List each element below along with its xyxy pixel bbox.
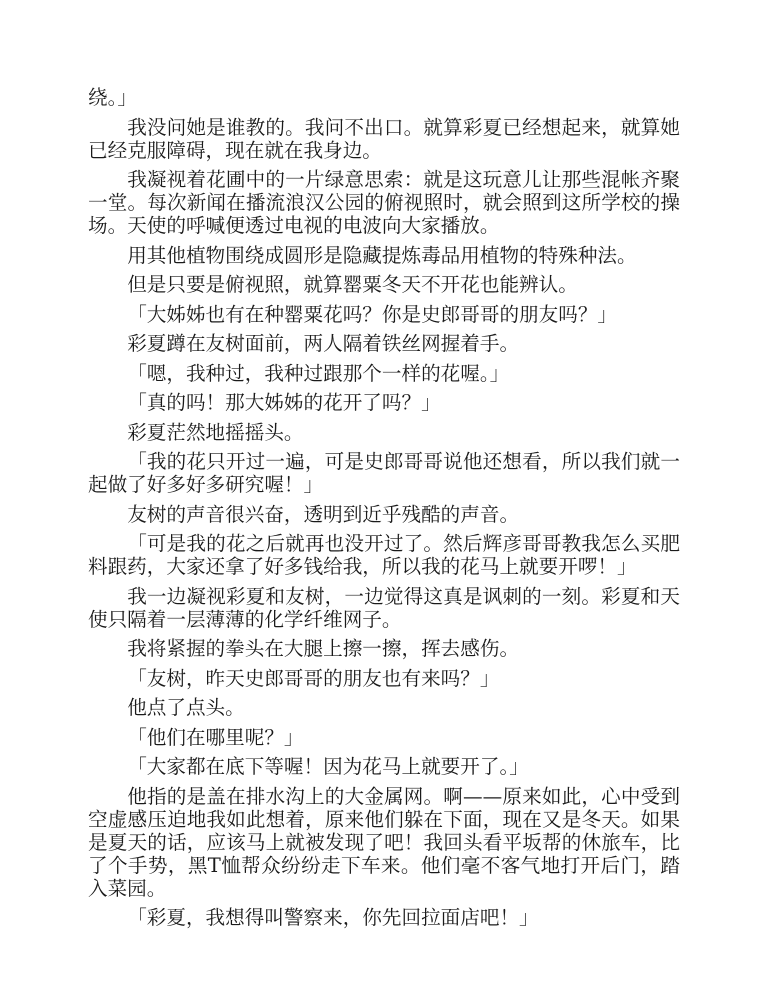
paragraph: 绕。」 [88,86,137,109]
paragraph: 我没问她是谁教的。我问不出口。就算彩夏已经想起来，就算她已经克服障碍，现在就在我身边。 [88,115,680,162]
paragraph: 他指的是盖在排水沟上的大金属网。啊——原来如此，心中受到空虚感压迫地我如此想着，原来他们躲在下面，现在又是冬天。如果是夏天的话，应该马上就被发现了吧！我回头看平坂帮的休旅车，比了个手势，黑T恤帮众纷纷走下车来。他们毫不客气地打开后门，踏入菜园。 [88,784,680,900]
dialogue-paragraph: 「他们在哪里呢？」 [127,725,304,749]
dialogue-paragraph: 「我的花只开过一遍，可是史郎哥哥说他还想看，所以我们就一起做了好多好多研究喔！」 [88,450,680,496]
dialogue-paragraph: 「大家都在底下等喔！因为花马上就要开了。」 [127,755,529,778]
dialogue-paragraph: 「真的吗！那大姊姊的花开了吗？」 [127,391,441,414]
paragraph: 彩夏茫然地摇摇头。 [127,420,304,444]
dialogue-paragraph: 「友树，昨天史郎哥哥的朋友也有来吗？」 [127,666,500,690]
paragraph: 他点了点头。 [127,696,245,719]
paragraph: 用其他植物围绕成圆形是隐藏提炼毒品用植物的特殊种法。 [127,243,637,267]
dialogue-paragraph: 「可是我的花之后就再也没开过了。然后辉彦哥哥教我怎么买肥料跟药，大家还拿了好多钱给我，所以我的花马上就要开啰！」 [88,532,680,578]
paragraph: 我将紧握的拳头在大腿上擦一擦，挥去感伤。 [127,637,520,660]
paragraph: 我一边凝视彩夏和友树，一边觉得这真是讽刺的一刻。彩夏和天使只隔着一层薄薄的化学纤维网子。 [88,584,680,631]
paragraph: 友树的声音很兴奋，透明到近乎残酷的声音。 [127,502,520,526]
paragraph: 但是只要是俯视照，就算罂粟冬天不开花也能辨认。 [127,273,578,296]
dialogue-paragraph: 「嗯，我种过，我种过跟那个一样的花喔。」 [127,361,510,385]
paragraph: 我凝视着花圃中的一片绿意思索：就是这玩意儿让那些混帐齐聚一堂。每次新闻在播流浪汉公园的俯视照时，就会照到这所学校的操场。天使的呼喊便透过电视的电波向大家播放。 [88,168,680,237]
dialogue-paragraph: 「大姊姊也有在种罂粟花吗？你是史郎哥哥的朋友吗？」 [127,302,618,326]
document-page [88,86,680,936]
paragraph: 彩夏蹲在友树面前，两人隔着铁丝网握着手。 [127,332,520,355]
dialogue-paragraph: 「彩夏，我想得叫警察来，你先回拉面店吧！」 [127,906,539,929]
